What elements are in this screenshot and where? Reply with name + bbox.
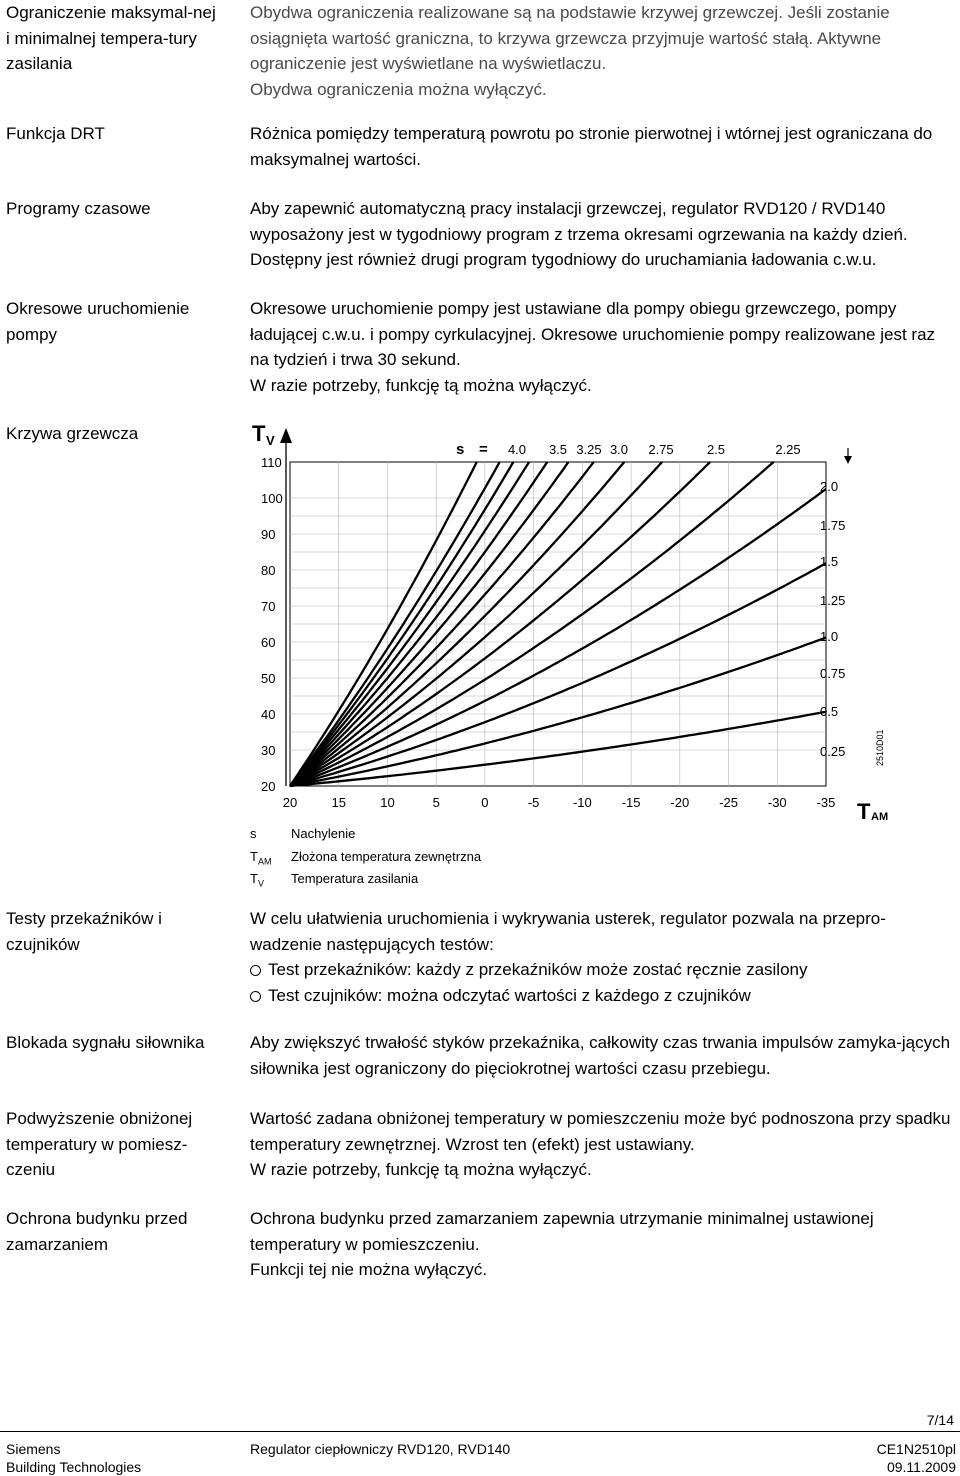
x-tick-label: -5 [527, 795, 540, 810]
slope-prefix [456, 441, 488, 458]
chart-legend [250, 825, 481, 893]
paragraph: Okresowe uruchomienie pompy jest ustawiane dla pompy obiegu grzewczego, pompy ładującej c.w.u. i pompy cyrkulacyjnej. Okresowe uruchomienie pompy realizowane jest raz na tydzień i trwa 30 sekund. [250, 299, 936, 369]
x-tick-label: -15 [621, 795, 641, 810]
y-tick-label: 60 [261, 635, 276, 650]
list-item: Test przekaźników: każdy z przekaźników może zostać ręcznie zasilony [250, 957, 956, 983]
section-text [250, 1106, 956, 1183]
y-axis-title-symbol: T [252, 421, 266, 446]
slope-label-top: 2.75 [648, 442, 674, 457]
paragraph: W celu ułatwienia uruchomienia i wykrywania usterek, regulator pozwala na przepro-wadzenie następujących testów: [250, 909, 886, 954]
section-label: Funkcja DRT [6, 124, 105, 143]
paragraph: Wartość zadana obniżonej temperatury w pomieszczeniu może być podnoszona przy spadku temperatury zewnętrznej. Wzrost ten (efekt) jest ustawiany. [250, 1109, 951, 1154]
paragraph: Obydwa ograniczenia realizowane są na podstawie krzywej grzewczej. Jeśli zostanie osiągnięta wartość graniczna, to krzywa grzewcza przyjmuje wartość stałą. Aktywne ograniczenie jest wyświetlane na wyświetlaczu. [250, 3, 890, 73]
x-tick-label: 0 [481, 795, 489, 810]
slope-label-top: 4.0 [507, 442, 527, 457]
paragraph: Funkcji tej nie można wyłączyć. [250, 1260, 488, 1279]
section-text [250, 0, 956, 102]
section-label: Ochrona budynku przed zamarzaniem [6, 1209, 188, 1254]
slope-prefix-s: s [456, 441, 465, 458]
paragraph: Aby zwiększyć trwałość styków przekaźnika, całkowity czas trwania impulsów zamyka-jących siłownika jest ograniczony do pięciokrotnej wartości czasu przebiegu. [250, 1033, 951, 1078]
section-label: Ograniczenie maksymal-nej i minimalnej tempera-tury zasilania [6, 3, 216, 73]
x-axis-title [857, 799, 888, 823]
footer-company: Siemens [6, 1441, 61, 1457]
legend-description: Nachylenie [291, 826, 356, 841]
slope-label-top: 3.5 [548, 442, 568, 457]
slope-label-right: 0.25 [820, 744, 846, 759]
y-tick-label: 100 [261, 491, 283, 506]
slope-label-top: 2.5 [706, 442, 726, 457]
x-tick-label: -30 [767, 795, 787, 810]
legend-row [250, 825, 481, 848]
section-label: Programy czasowe [6, 199, 151, 218]
paragraph: Obydwa ograniczenia można wyłączyć. [250, 79, 547, 99]
section-label: Krzywa grzewcza [6, 424, 139, 443]
legend-row [250, 870, 481, 893]
section-text [250, 906, 956, 1008]
section-text [250, 1206, 956, 1283]
footer-product: Regulator ciepłowniczy RVD120, RVD140 [250, 1441, 511, 1457]
x-axis-title-symbol: T [857, 799, 871, 823]
x-tick-label: 15 [331, 795, 346, 810]
legend-symbol: $T_{AM}$ [250, 848, 272, 867]
y-tick-label: 50 [261, 671, 276, 686]
slope-label-right: 1.25 [820, 593, 846, 608]
y-tick-label: 40 [261, 707, 276, 722]
footer-rule [0, 1431, 960, 1432]
y-tick-label: 20 [261, 779, 276, 794]
section-label: Blokada sygnału siłownika [6, 1033, 205, 1052]
x-axis-title-sub: AM [871, 811, 889, 823]
x-tick-label: -20 [670, 795, 690, 810]
heating-curve-chart [240, 418, 900, 823]
footer-division: Building Technologies [6, 1459, 142, 1475]
slope-label-top: 3.0 [609, 442, 629, 457]
section-label: Testy przekaźników i czujników [6, 909, 162, 954]
paragraph: W razie potrzeby, funkcję tą można wyłączyć. [250, 375, 592, 395]
slope-label-top: 2.25 [775, 442, 801, 457]
section-text [250, 296, 956, 398]
x-tick-label: -25 [719, 795, 738, 810]
slope-marker-arrow-icon [844, 456, 852, 464]
slope-label-right: 1.5 [820, 554, 839, 569]
legend-row [250, 848, 481, 871]
test-list [250, 957, 956, 1008]
section-text [250, 1030, 956, 1081]
paragraph: W razie potrzeby, funkcję tą można wyłączyć. [250, 1160, 592, 1179]
y-tick-label: 80 [261, 563, 276, 578]
x-tick-label: 20 [282, 795, 298, 810]
slope-label-right: 0.5 [820, 704, 839, 719]
figure-code: 2510D01 [875, 729, 885, 766]
slope-prefix-eq: = [479, 441, 488, 458]
legend-description: Złożona temperatura zewnętrzna [291, 848, 482, 864]
section-label: Podwyższenie obniżonej temperatury w pomiesz-czeniu [6, 1109, 193, 1179]
paragraph: Ochrona budynku przed zamarzaniem zapewnia utrzymanie minimalnej ustawionej temperatury w pomieszczeniu. [250, 1209, 874, 1254]
section-text [250, 121, 956, 172]
slope-label-right: 1.75 [820, 518, 846, 533]
slope-label-top: 3.25 [576, 442, 602, 457]
legend-symbol: $T_V$ [250, 871, 264, 889]
page-number: 7/14 [926, 1412, 954, 1428]
section-label: Okresowe uruchomienie pompy [6, 299, 190, 344]
slope-label-right: 1.0 [820, 629, 839, 644]
heating-curve-line [290, 489, 826, 786]
y-tick-label: 110 [261, 455, 282, 470]
footer-doc-code: CE1N2510pl [876, 1441, 956, 1457]
x-tick-label: 10 [380, 795, 395, 810]
paragraph: Różnica pomiędzy temperaturą powrotu po stronie pierwotnej i wtórnej jest ograniczana do maksymalnej wartości. [250, 124, 933, 169]
list-item: Test czujników: można odczytać wartości z każdego z czujników [250, 983, 956, 1009]
x-tick-label: -10 [572, 795, 592, 810]
section-text [250, 196, 956, 273]
y-axis-arrow-icon [280, 428, 292, 443]
y-axis-title-sub: V [266, 433, 275, 448]
slope-label-right: 2.0 [820, 479, 839, 494]
slope-label-right: 0.75 [820, 666, 846, 681]
x-tick-label: -35 [816, 795, 836, 810]
y-tick-label: 90 [261, 527, 276, 542]
y-tick-label: 30 [261, 743, 276, 758]
legend-symbol: s [250, 826, 257, 841]
x-tick-label: 5 [432, 795, 440, 810]
footer-date: 09.11.2009 [886, 1459, 956, 1475]
paragraph: Aby zapewnić automatyczną pracy instalacji grzewczej, regulator RVD120 / RVD140 wyposażony jest w tygodniowy program z trzema okresami ogrzewania na każdy dzień. Dostępny jest również drugi program tygodniowy do uruchamiania ładowania c.w.u. [250, 199, 908, 269]
y-axis-title [252, 421, 275, 448]
y-tick-label: 70 [261, 599, 276, 614]
legend-description: Temperatura zasilania [291, 871, 419, 887]
